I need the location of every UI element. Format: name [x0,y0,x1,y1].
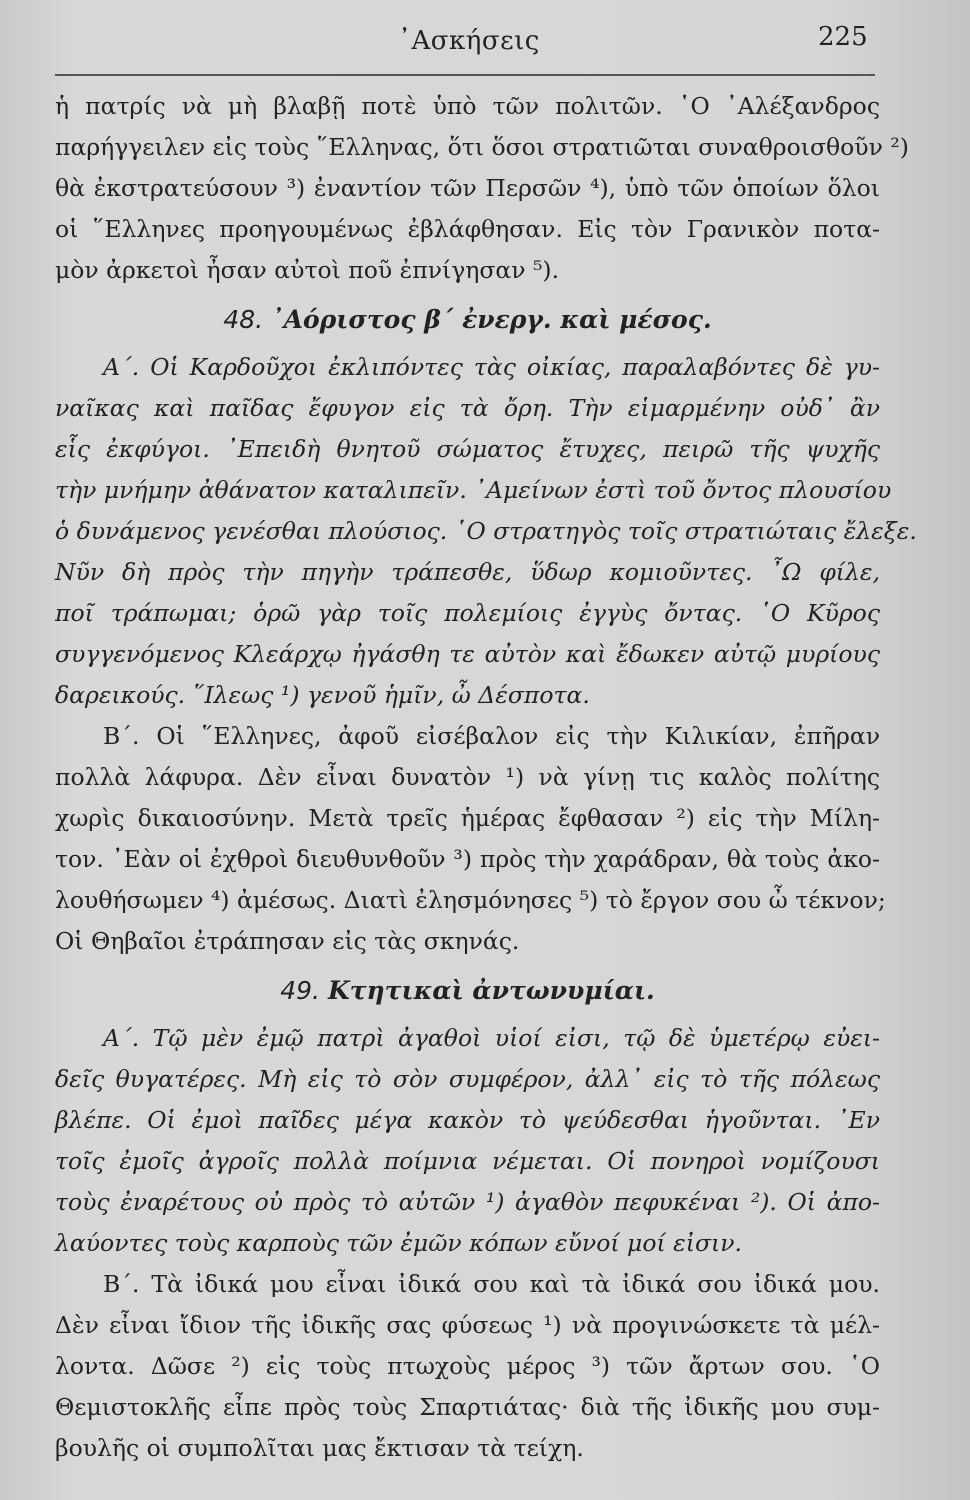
text-line: τοὺς ἐναρέτους οὐ πρὸς τὸ αὐτῶν ¹) ἀγαθὸν πεφυκέναι ²). Οἱ ἀπο- [55,1188,880,1216]
text-line: Α΄. Οἱ Καρδοῦχοι ἐκλιπόντες τὰς οἰκίας, παραλαβόντες δὲ γυ- [103,353,880,381]
text-line: ναῖκας καὶ παῖδας ἔφυγον εἰς τὰ ὄρη. Τὴν εἱμαρμένην οὐδ᾿ ἂν [55,394,880,422]
text-line: Β΄. Οἱ ῞Ελληνες, ἀφοῦ εἰσέβαλον εἰς τὴν Κιλικίαν, ἐπῆραν [103,722,880,750]
section-heading-49 [55,962,880,1018]
exercise-b-48 [55,716,886,962]
text-line: τον. ᾿Εὰν οἱ ἐχθροὶ διευθυνθοῦν ³) πρὸς τὴν χαράδραν, θὰ τοὺς ἀκο- [55,845,880,873]
page-header [0,14,970,64]
text-line: πολλὰ λάφυρα. Δὲν εἶναι δυνατὸν ¹) νὰ γίνῃ τις καλὸς πολίτης [55,763,880,791]
section-title: ᾿Αόριστος β΄ ἐνεργ. καὶ μέσος. [271,305,712,334]
text-line: δεῖς θυγατέρες. Μὴ εἰς τὸ σὸν συμφέρον, ἀλλ᾿ εἰς τὸ τῆς πόλεως [55,1065,880,1093]
text-line: τοῖς ἐμοῖς ἀγροῖς πολλὰ ποίμνια νέμεται. Οἱ πονηροὶ νομίζουσι [55,1147,880,1175]
text-line: ἡ πατρίς νὰ μὴ βλαβῇ ποτὲ ὑπὸ τῶν πολιτῶν. ῾Ο ᾿Αλέξανδρος [55,92,880,120]
text-line: Δὲν εἶναι ἴδιον τῆς ἰδικῆς σας φύσεως ¹) νὰ προγινώσκετε τὰ μέλ- [55,1311,880,1339]
text-line: μὸν ἀρκετοὶ ἦσαν αὐτοὶ ποῦ ἐπνίγησαν ⁵). [55,256,560,284]
text-line: λοντα. Δῶσε ²) εἰς τοὺς πτωχοὺς μέρος ³) τῶν ἄρτων σου. ῾Ο [55,1352,880,1380]
text-line: ὁ δυνάμενος γενέσθαι πλούσιος. ῾Ο στρατηγὸς τοῖς στρατιώταις ἔλεξε. [55,517,917,545]
text-line: εἷς ἐκφύγοι. ᾿Επειδὴ θνητοῦ σώματος ἔτυχες, πειρῶ τῆς ψυχῆς [55,435,880,463]
section-title: Κτητικαὶ ἀντωνυμίαι. [328,976,655,1005]
text-line: Θεμιστοκλῆς εἶπε πρὸς τοὺς Σπαρτιάτας· διὰ τῆς ἰδικῆς μου συμ- [55,1393,880,1421]
exercise-a-48 [55,347,917,716]
running-title: ᾿Ασκήσεις [398,26,540,56]
text-line: δαρεικούς. ῞Ιλεως ¹) γενοῦ ἡμῖν, ὦ Δέσποτα. [55,681,590,709]
header-rule [55,74,875,76]
section-number: 49. [280,976,320,1005]
text-line: τὴν μνήμην ἀθάνατον καταλιπεῖν. ᾿Αμείνων ἐστὶ τοῦ ὄντος πλουσίου [55,476,892,504]
page-number: 225 [818,22,868,52]
page-body [55,86,917,1469]
text-line: βουλῆς οἱ συμπολῖται μας ἔκτισαν τὰ τείχη. [55,1434,584,1462]
section-number: 48. [223,305,264,334]
exercise-b-49 [55,1264,880,1469]
text-line: Νῦν δὴ πρὸς τὴν πηγὴν τράπεσθε, ὕδωρ κομιοῦντες. ῏Ω φίλε, [55,558,880,586]
text-line: λαύοντες τοὺς καρποὺς τῶν ἐμῶν κόπων εὔνοί μοί εἰσιν. [55,1229,742,1257]
section-heading-48 [55,291,880,347]
text-line: οἱ ῞Ελληνες προηγουμένως ἐβλάφθησαν. Εἰς τὸν Γρανικὸν ποτα- [55,215,880,243]
text-line: ποῖ τράπωμαι; ὁρῶ γὰρ τοῖς πολεμίοις ἐγγὺς ὄντας. ῾Ο Κῦρος [55,599,880,627]
exercise-a-49 [55,1018,880,1264]
text-line: Β΄. Τὰ ἰδικά μου εἶναι ἰδικά σου καὶ τὰ ἰδικά σου ἰδικά μου. [103,1270,880,1298]
text-line: Α΄. Τῷ μὲν ἐμῷ πατρὶ ἀγαθοὶ υἱοί εἰσι, τῷ δὲ ὑμετέρῳ εὐει- [103,1024,880,1052]
text-line: συγγενόμενος Κλεάρχῳ ἠγάσθη τε αὐτὸν καὶ ἔδωκεν αὐτῷ μυρίους [55,640,880,668]
text-line: θὰ ἐκστρατεύσουν ³) ἐναντίον τῶν Περσῶν ⁴), ὑπὸ τῶν ὁποίων ὅλοι [55,174,880,202]
text-line: βλέπε. Οἱ ἐμοὶ παῖδες μέγα κακὸν τὸ ψεύδεσθαι ἡγοῦνται. ᾿Εν [55,1106,880,1134]
text-line: χωρὶς δικαιοσύνην. Μετὰ τρεῖς ἡμέρας ἔφθασαν ²) εἰς τὴν Μίλη- [55,804,880,832]
text-line: παρήγγειλεν εἰς τοὺς ῞Ελληνας, ὅτι ὅσοι στρατιῶται συναθροισθοῦν ²) [55,133,909,161]
text-line: λουθήσωμεν ⁴) ἀμέσως. Διατὶ ἐλησμόνησες ⁵) τὸ ἔργον σου ὦ τέκνον; [55,886,886,914]
text-line: Οἱ Θηβαῖοι ἐτράπησαν εἰς τὰς σκηνάς. [55,927,520,955]
